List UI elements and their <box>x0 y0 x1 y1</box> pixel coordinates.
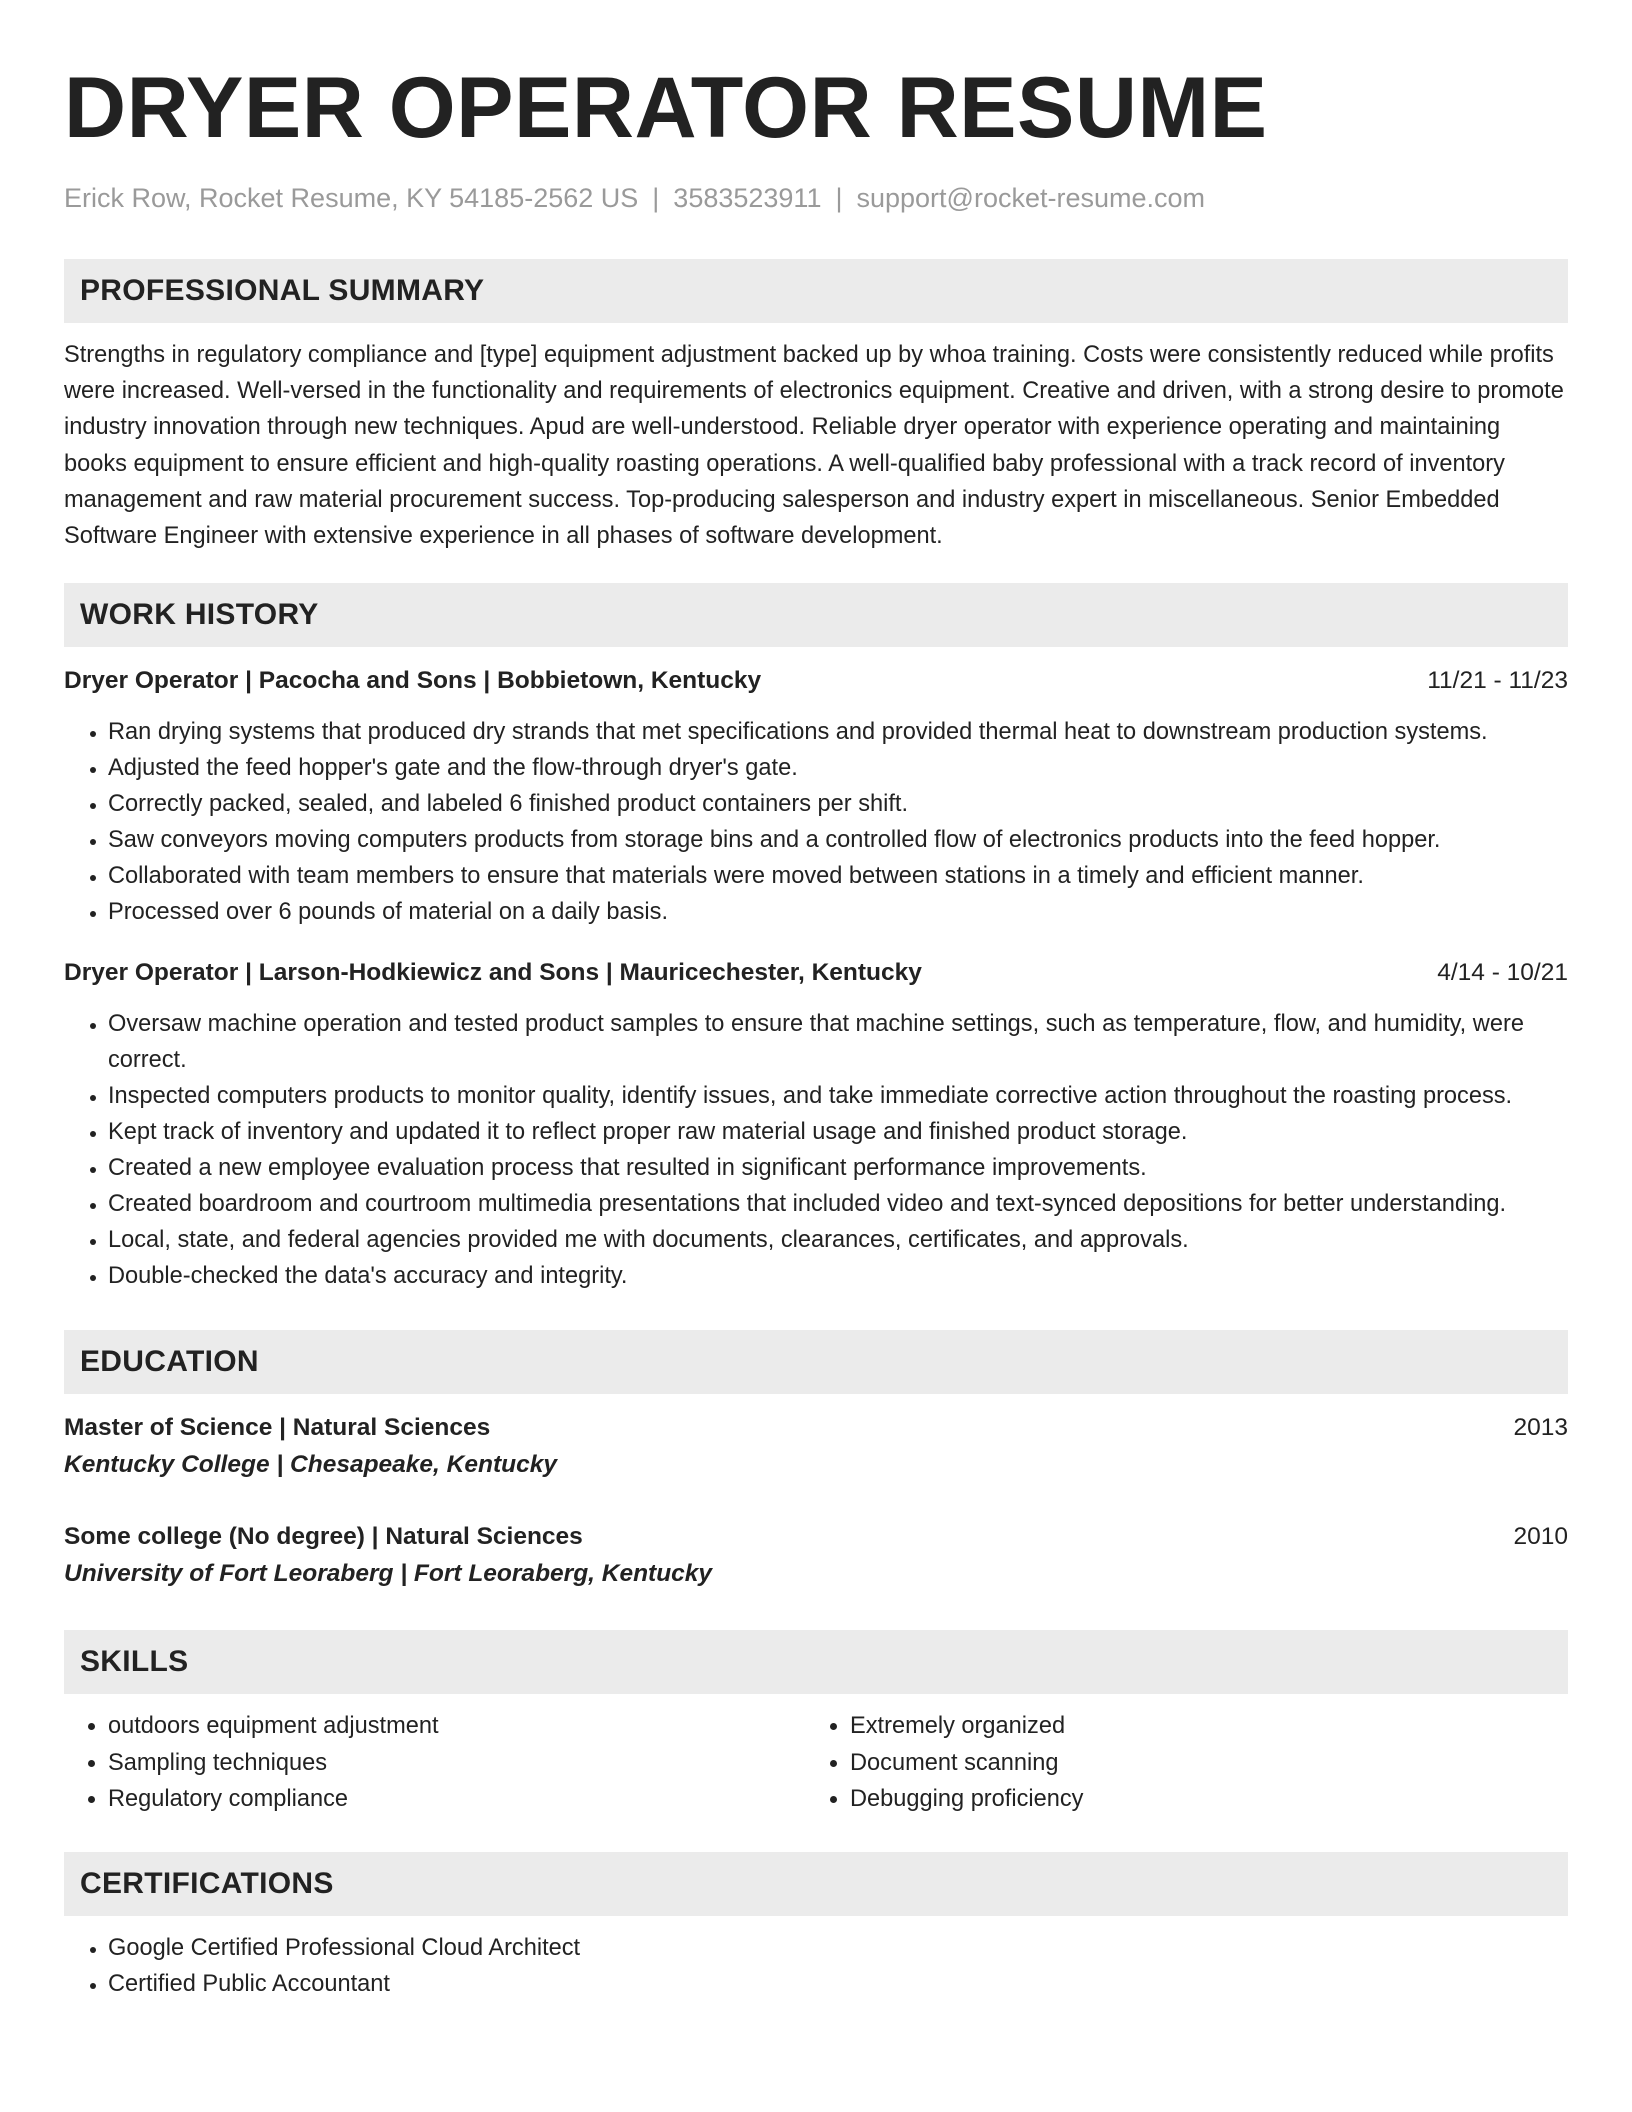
skill-item: • Document scanning <box>850 1745 1568 1782</box>
resume-title: DRYER OPERATOR RESUME <box>64 60 1268 156</box>
job-dates: 11/21 - 11/23 <box>1427 667 1568 695</box>
job-bullet: • Oversaw machine operation and tested product samples to ensure that machine settings, such as temperature, flow, and humidity, were correct. <box>108 1006 1568 1078</box>
contact-line <box>64 180 1568 216</box>
skill-item: • Regulatory compliance <box>108 1781 806 1818</box>
certification-list <box>64 1930 1568 2002</box>
job-bullet: • Ran drying systems that produced dry strands that met specifications and provided thermal heat to downstream production systems. <box>108 714 1568 750</box>
section-heading-certifications: CERTIFICATIONS <box>64 1852 1568 1916</box>
skill-item: • Sampling techniques <box>108 1745 806 1782</box>
education-degree: Master of Science | Natural Sciences <box>64 1414 491 1442</box>
job-header <box>64 956 1568 990</box>
job-dates: 4/14 - 10/21 <box>1437 959 1568 987</box>
job-bullet: • Processed over 6 pounds of material on a daily basis. <box>108 894 1568 930</box>
summary-text: Strengths in regulatory compliance and [type] equipment adjustment backed up by whoa training. Costs were consistently reduced while profits were increased. Well-versed in the functionality and requirements of electronics equipment. Creative and driven, with a strong desire to promote industry innovation through new techniques. Apud are well-understood. Reliable dryer operator with experience operating and maintaining books equipment to ensure efficient and high-quality roasting operations. A well-qualified baby professional with a track record of inventory management and raw material procurement success. Top-producing salesperson and industry expert in miscellaneous. Senior Embedded Software Engineer with extensive experience in all phases of software development. <box>64 342 1564 550</box>
education-degree: Some college (No degree) | Natural Sciences <box>64 1523 583 1551</box>
skills-list-left <box>64 1708 806 1818</box>
skill-item: • Debugging proficiency <box>850 1781 1568 1818</box>
education-year: 2010 <box>1513 1523 1568 1551</box>
section-heading-skills: SKILLS <box>64 1630 1568 1694</box>
contact-address: Erick Row, Rocket Resume, KY 54185-2562 US <box>64 183 639 213</box>
contact-email: support@rocket-resume.com <box>856 183 1206 213</box>
job-bullet: • Correctly packed, sealed, and labeled 6 finished product containers per shift. <box>108 786 1568 822</box>
certification-item: • Google Certified Professional Cloud Architect <box>108 1930 1568 1966</box>
job-bullet: • Adjusted the feed hopper's gate and the flow-through dryer's gate. <box>108 750 1568 786</box>
job-bullet: • Inspected computers products to monitor quality, identify issues, and take immediate corrective action throughout the roasting process. <box>108 1078 1568 1114</box>
certification-item: • Certified Public Accountant <box>108 1966 1568 2002</box>
job-entry <box>64 664 1568 930</box>
job-title: Dryer Operator | Pacocha and Sons | Bobbietown, Kentucky <box>64 667 762 695</box>
skills-grid <box>64 1694 1568 1818</box>
skill-item: • Extremely organized <box>850 1708 1568 1745</box>
skill-item: • outdoors equipment adjustment <box>108 1708 806 1745</box>
job-bullet: • Local, state, and federal agencies provided me with documents, clearances, certificates, and approvals. <box>108 1222 1568 1258</box>
education-header <box>64 1410 1568 1446</box>
job-title: Dryer Operator | Larson-Hodkiewicz and Sons | Mauricechester, Kentucky <box>64 959 922 987</box>
education-school: University of Fort Leoraberg | Fort Leoraberg, Kentucky <box>64 1560 713 1588</box>
education-header <box>64 1519 1568 1555</box>
job-bullet: • Created a new employee evaluation process that resulted in significant performance improvements. <box>108 1150 1568 1186</box>
contact-phone: 3583523911 <box>673 183 822 213</box>
job-bullet: • Kept track of inventory and updated it to reflect proper raw material usage and finished product storage. <box>108 1114 1568 1150</box>
resume-page <box>64 58 1568 2002</box>
contact-separator: | <box>652 183 660 213</box>
job-bullet: • Collaborated with team members to ensure that materials were moved between stations in a timely and efficient manner. <box>108 858 1568 894</box>
section-heading-summary: PROFESSIONAL SUMMARY <box>64 259 1568 323</box>
education-school: Kentucky College | Chesapeake, Kentucky <box>64 1451 557 1479</box>
job-bullet: • Created boardroom and courtroom multimedia presentations that included video and text-synced depositions for better understanding. <box>108 1186 1568 1222</box>
skills-list-right <box>806 1708 1568 1818</box>
job-bullet-list <box>64 714 1568 930</box>
job-entry <box>64 956 1568 1294</box>
job-bullet: • Double-checked the data's accuracy and integrity. <box>108 1258 1568 1294</box>
job-header <box>64 664 1568 698</box>
contact-separator: | <box>835 183 843 213</box>
section-heading-work-history: WORK HISTORY <box>64 583 1568 647</box>
education-entry <box>64 1410 1568 1484</box>
job-bullet-list <box>64 1006 1568 1294</box>
job-bullet: • Saw conveyors moving computers products from storage bins and a controlled flow of electronics products into the feed hopper. <box>108 822 1568 858</box>
education-entry <box>64 1519 1568 1593</box>
section-heading-education: EDUCATION <box>64 1330 1568 1394</box>
education-year: 2013 <box>1513 1414 1568 1442</box>
